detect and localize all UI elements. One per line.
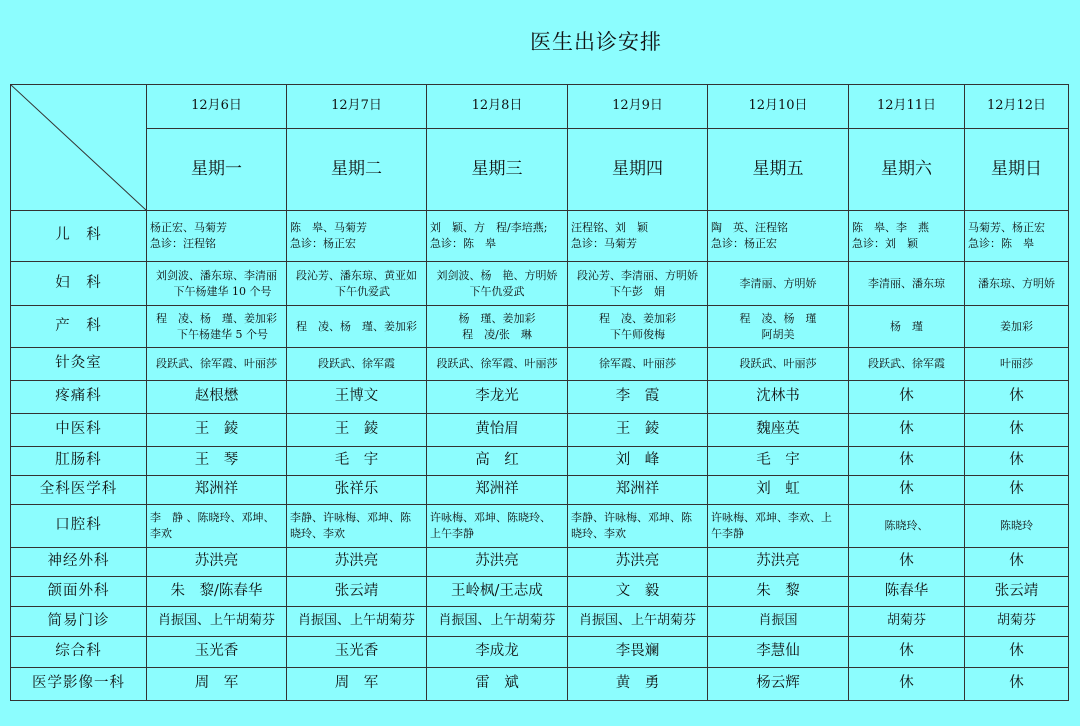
schedule-cell [965, 211, 1069, 262]
doctor-text: 程 凌、杨 瑾、姜加彩 [296, 319, 417, 333]
schedule-cell [287, 414, 427, 447]
department-name: 产 科 [11, 306, 147, 348]
schedule-cell [147, 348, 287, 381]
schedule-cell [147, 211, 287, 262]
schedule-cell [287, 381, 427, 414]
doctor-text: 张云靖 [994, 582, 1039, 599]
schedule-cell [708, 577, 849, 607]
schedule-cell [287, 637, 427, 668]
doctor-text: 肖振国 [758, 613, 798, 629]
doctor-text: 许咏梅、邓坤、李欢、上 [711, 511, 832, 525]
doctor-text: 程 凌、杨 瑾 [739, 311, 817, 325]
doctor-text: 肖振国、上午胡菊芬 [438, 613, 556, 629]
doctor-text: 郑洲祥 [194, 481, 239, 498]
date-header: 12月12日 [965, 85, 1069, 129]
department-row [11, 381, 1069, 414]
doctor-text: 陈晓玲 [1000, 519, 1033, 533]
doctor-text: 段沁芳、李清丽、方明娇 [577, 268, 698, 282]
schedule-cell [708, 262, 849, 306]
doctor-text: 许咏梅、邓坤、陈晓玲、 [430, 511, 551, 525]
doctor-text: 段跃武、徐军霞、叶丽莎 [156, 357, 277, 371]
date-header: 12月9日 [568, 85, 708, 129]
doctor-text: 下午杨建华 5 个号 [177, 327, 268, 341]
department-row [11, 577, 1069, 607]
schedule-cell [849, 668, 965, 701]
schedule-cell [708, 637, 849, 668]
doctor-text: 休 [1009, 421, 1024, 438]
doctor-text: 朱 黎/陈春华 [170, 582, 263, 599]
schedule-cell [568, 348, 708, 381]
doctor-text: 黄 勇 [615, 675, 660, 692]
page-title: 医生出诊安排 [530, 30, 662, 54]
doctor-text: 段跃武、叶丽莎 [739, 357, 817, 371]
schedule-cell [708, 211, 849, 262]
doctor-text: 急诊：陈 皋 [968, 237, 1034, 250]
schedule-cell [965, 668, 1069, 701]
schedule-cell [965, 262, 1069, 306]
weekday-header: 星期一 [147, 129, 287, 211]
doctor-text: 程 凌、杨 瑾、姜加彩 [156, 311, 277, 325]
department-name: 口腔科 [11, 505, 147, 548]
date-header: 12月6日 [147, 85, 287, 129]
schedule-cell [849, 306, 965, 348]
date-row [11, 85, 1069, 129]
department-name: 妇 科 [11, 262, 147, 306]
doctor-text: 刘剑波、杨 艳、方明娇 [436, 268, 558, 282]
schedule-cell [147, 548, 287, 577]
schedule-cell [849, 548, 965, 577]
doctor-text: 刘 峰 [615, 452, 660, 469]
doctor-text: 沈林书 [756, 388, 800, 405]
schedule-cell [568, 476, 708, 505]
schedule-cell [147, 577, 287, 607]
doctor-text: 段跃武、徐军霞、叶丽莎 [436, 357, 558, 371]
doctor-text: 郑洲祥 [615, 481, 660, 498]
schedule-cell [427, 211, 568, 262]
schedule-cell [965, 381, 1069, 414]
doctor-text: 陈晓玲、 [884, 519, 929, 533]
doctor-text: 程 凌、姜加彩 [599, 311, 676, 325]
doctor-text: 休 [899, 553, 914, 570]
doctor-text: 急诊：马菊芳 [571, 237, 637, 250]
doctor-text: 刘 颖、方 程/李培燕; [430, 221, 548, 235]
schedule-cell [287, 348, 427, 381]
schedule-cell [427, 447, 568, 476]
weekday-header: 星期五 [708, 129, 849, 211]
schedule-cell [708, 348, 849, 381]
schedule-cell [568, 211, 708, 262]
schedule-cell [849, 577, 965, 607]
schedule-cell [849, 447, 965, 476]
doctor-text: 郑洲祥 [475, 481, 519, 498]
schedule-cell [568, 668, 708, 701]
doctor-text: 李畏斓 [615, 643, 660, 660]
doctor-text: 段跃武、徐军霞 [868, 357, 945, 371]
department-name: 神经外科 [11, 548, 147, 577]
doctor-text: 程 凌/张 琳 [462, 327, 532, 341]
doctor-text: 胡菊芬 [996, 613, 1036, 629]
doctor-text: 李清丽、方明娇 [739, 276, 817, 290]
doctor-text: 赵根懋 [194, 388, 239, 405]
doctor-text: 肖振国、上午胡菊芬 [157, 613, 275, 629]
weekday-row [11, 129, 1069, 211]
schedule-cell [965, 637, 1069, 668]
schedule-cell [147, 414, 287, 447]
doctor-text: 李 霞 [615, 388, 660, 405]
doctor-text: 休 [1009, 481, 1024, 498]
schedule-cell [965, 505, 1069, 548]
schedule-cell [147, 262, 287, 306]
schedule-cell [147, 381, 287, 414]
doctor-text: 杨 瑾、姜加彩 [458, 311, 536, 325]
schedule-cell [708, 607, 849, 637]
doctor-text: 陶 英、汪程铭 [711, 221, 788, 235]
schedule-cell [849, 211, 965, 262]
department-row [11, 211, 1069, 262]
date-header: 12月11日 [849, 85, 965, 129]
department-name: 医学影像一科 [11, 668, 147, 701]
schedule-cell [849, 476, 965, 505]
doctor-text: 下午杨建华 10 个号 [173, 284, 272, 298]
doctor-text: 休 [1009, 388, 1024, 405]
doctor-text: 段沁芳、潘东琼、黄亚如 [296, 268, 417, 282]
schedule-cell [849, 505, 965, 548]
doctor-text: 休 [899, 675, 914, 692]
doctor-text: 黄怡眉 [475, 421, 519, 438]
schedule-cell [965, 447, 1069, 476]
department-row [11, 447, 1069, 476]
doctor-text: 毛 宇 [334, 452, 379, 469]
schedule-cell [427, 381, 568, 414]
doctor-text: 肖振国、上午胡菊芬 [297, 613, 415, 629]
schedule-cell [427, 668, 568, 701]
schedule-cell [849, 607, 965, 637]
weekday-header: 星期三 [427, 129, 568, 211]
doctor-text: 刘 虹 [756, 481, 800, 498]
doctor-text: 陈 皋、马菊芳 [290, 221, 367, 235]
schedule-cell [708, 447, 849, 476]
schedule-cell [427, 607, 568, 637]
doctor-text: 休 [1009, 643, 1024, 660]
schedule-cell [427, 548, 568, 577]
doctor-text: 王 錂 [615, 421, 660, 438]
doctor-text: 玉光香 [194, 643, 239, 660]
schedule-cell [708, 505, 849, 548]
doctor-text: 玉光香 [334, 643, 379, 660]
schedule-cell [708, 306, 849, 348]
schedule-cell [708, 381, 849, 414]
department-row [11, 637, 1069, 668]
department-name: 疼痛科 [11, 381, 147, 414]
doctor-text: 刘剑波、潘东琼、李清丽 [156, 268, 277, 282]
doctor-text: 段跃武、徐军霞 [318, 357, 395, 371]
doctor-text: 叶丽莎 [1000, 357, 1033, 371]
doctor-text: 杨云辉 [756, 675, 800, 692]
doctor-text: 急诊：杨正宏 [711, 237, 777, 250]
weekday-header: 星期日 [965, 129, 1069, 211]
doctor-text: 徐军霞、叶丽莎 [599, 357, 676, 371]
schedule-cell [427, 577, 568, 607]
doctor-text: 王岭枫/王志成 [451, 582, 543, 599]
doctor-text: 下午彭 娟 [610, 284, 665, 298]
weekday-header: 星期二 [287, 129, 427, 211]
doctor-text: 急诊：杨正宏 [290, 237, 356, 250]
department-row [11, 348, 1069, 381]
doctor-text: 杨 瑾 [890, 319, 923, 333]
schedule-cell [287, 607, 427, 637]
doctor-text: 休 [899, 643, 914, 660]
doctor-text: 王 琴 [194, 452, 239, 469]
department-name: 儿 科 [11, 211, 147, 262]
doctor-text: 李静、许咏梅、邓坤、陈 [290, 511, 411, 525]
doctor-text: 李慧仙 [756, 643, 800, 660]
department-row [11, 306, 1069, 348]
doctor-text: 张祥乐 [334, 481, 379, 498]
schedule-cell [849, 262, 965, 306]
schedule-cell [147, 668, 287, 701]
doctor-text: 潘东琼、方明娇 [978, 276, 1055, 290]
schedule-cell [287, 577, 427, 607]
doctor-text: 休 [899, 421, 914, 438]
doctor-text: 陈 皋、李 燕 [852, 221, 929, 235]
date-header: 12月8日 [427, 85, 568, 129]
schedule-cell [427, 505, 568, 548]
schedule-cell [147, 476, 287, 505]
date-header: 12月10日 [708, 85, 849, 129]
department-row [11, 414, 1069, 447]
doctor-text: 急诊：汪程铭 [150, 237, 216, 250]
schedule-cell [965, 306, 1069, 348]
doctor-text: 朱 黎 [756, 582, 800, 599]
schedule-cell [708, 668, 849, 701]
schedule-cell [427, 348, 568, 381]
doctor-text: 休 [899, 452, 914, 469]
schedule-cell [568, 548, 708, 577]
schedule-cell [568, 637, 708, 668]
schedule-cell [708, 548, 849, 577]
schedule-cell [849, 381, 965, 414]
schedule-cell [965, 577, 1069, 607]
doctor-text: 杨正宏、马菊芳 [150, 221, 227, 235]
doctor-text: 李清丽、潘东琼 [868, 276, 945, 290]
doctor-text: 周 军 [334, 675, 379, 692]
department-row [11, 505, 1069, 548]
doctor-text: 张云靖 [334, 582, 379, 599]
doctor-text: 李 静 、陈晓玲、邓坤、 [150, 511, 275, 525]
department-row [11, 476, 1069, 505]
doctor-text: 王博文 [334, 388, 379, 405]
doctor-text: 晓玲、李欢 [290, 527, 345, 540]
schedule-cell [568, 577, 708, 607]
doctor-text: 休 [1009, 553, 1024, 570]
schedule-cell [427, 262, 568, 306]
doctor-text: 苏洪亮 [615, 553, 660, 570]
doctor-text: 汪程铭、刘 颖 [571, 221, 648, 235]
schedule-cell [287, 262, 427, 306]
department-name: 全科医学科 [11, 476, 147, 505]
schedule-cell [147, 505, 287, 548]
schedule-cell [287, 548, 427, 577]
doctor-text: 马菊芳、杨正宏 [968, 221, 1045, 235]
doctor-text: 李成龙 [475, 643, 519, 660]
schedule-cell [427, 306, 568, 348]
schedule-cell [287, 505, 427, 548]
schedule-cell [287, 211, 427, 262]
schedule-cell [427, 476, 568, 505]
doctor-text: 休 [1009, 452, 1024, 469]
schedule-cell [708, 414, 849, 447]
doctor-text: 休 [899, 388, 914, 405]
schedule-cell [568, 505, 708, 548]
schedule-cell [849, 348, 965, 381]
corner-diagonal-cell [11, 85, 147, 211]
schedule-cell [568, 306, 708, 348]
weekday-header: 星期六 [849, 129, 965, 211]
doctor-text: 文 毅 [615, 582, 660, 599]
department-row [11, 262, 1069, 306]
schedule-cell [849, 414, 965, 447]
schedule-cell [427, 414, 568, 447]
department-name: 肛肠科 [11, 447, 147, 476]
schedule-cell [849, 637, 965, 668]
schedule-cell [965, 348, 1069, 381]
doctor-text: 胡菊芬 [886, 613, 926, 629]
schedule-cell [147, 637, 287, 668]
department-row [11, 668, 1069, 701]
schedule-cell [965, 476, 1069, 505]
weekday-header: 星期四 [568, 129, 708, 211]
doctor-text: 高 红 [475, 452, 519, 469]
schedule-cell [568, 381, 708, 414]
doctor-text: 苏洪亮 [756, 553, 800, 570]
doctor-text: 姜加彩 [1000, 319, 1033, 333]
doctor-text: 毛 宇 [756, 452, 800, 469]
doctor-text: 下午师俊梅 [610, 327, 665, 341]
schedule-cell [287, 476, 427, 505]
date-header: 12月7日 [287, 85, 427, 129]
doctor-text: 王 錂 [194, 421, 239, 438]
doctor-text: 苏洪亮 [194, 553, 239, 570]
schedule-cell [147, 607, 287, 637]
schedule-cell [568, 607, 708, 637]
department-row [11, 548, 1069, 577]
doctor-text: 雷 斌 [475, 675, 519, 692]
schedule-cell [965, 548, 1069, 577]
doctor-text: 上午李静 [430, 527, 474, 540]
doctor-text: 午李静 [711, 527, 744, 540]
doctor-text: 肖振国、上午胡菊芬 [578, 613, 696, 629]
doctor-text: 苏洪亮 [475, 553, 519, 570]
schedule-cell [965, 607, 1069, 637]
doctor-text: 苏洪亮 [334, 553, 379, 570]
doctor-text: 周 军 [194, 675, 239, 692]
department-row [11, 607, 1069, 637]
doctor-text: 李欢 [150, 527, 172, 540]
diagonal-divider [11, 85, 146, 210]
doctor-text: 李静、许咏梅、邓坤、陈 [571, 511, 692, 525]
doctor-text: 急诊：刘 颖 [852, 237, 918, 250]
department-name: 针灸室 [11, 348, 147, 381]
schedule-cell [147, 306, 287, 348]
doctor-text: 阿胡美 [761, 327, 795, 341]
schedule-cell [427, 637, 568, 668]
doctor-text: 魏座英 [756, 421, 800, 438]
schedule-cell [568, 414, 708, 447]
doctor-text: 王 錂 [334, 421, 379, 438]
schedule-cell [568, 262, 708, 306]
doctor-text: 晓玲、李欢 [571, 527, 626, 540]
department-name: 简易门诊 [11, 607, 147, 637]
doctor-text: 下午仇爱武 [335, 284, 390, 298]
doctor-text: 陈春华 [884, 582, 929, 599]
department-name: 综合科 [11, 637, 147, 668]
schedule-cell [568, 447, 708, 476]
department-name: 颌面外科 [11, 577, 147, 607]
schedule-cell [965, 414, 1069, 447]
doctor-text: 休 [1009, 675, 1024, 692]
department-name: 中医科 [11, 414, 147, 447]
doctor-text: 下午仇爱武 [469, 284, 525, 298]
schedule-cell [287, 306, 427, 348]
doctor-text: 休 [899, 481, 914, 498]
schedule-cell [287, 447, 427, 476]
schedule-cell [147, 447, 287, 476]
doctor-text: 急诊：陈 皋 [430, 237, 496, 250]
schedule-table [10, 84, 1069, 701]
doctor-text: 李龙光 [475, 388, 519, 405]
schedule-cell [287, 668, 427, 701]
schedule-cell [708, 476, 849, 505]
